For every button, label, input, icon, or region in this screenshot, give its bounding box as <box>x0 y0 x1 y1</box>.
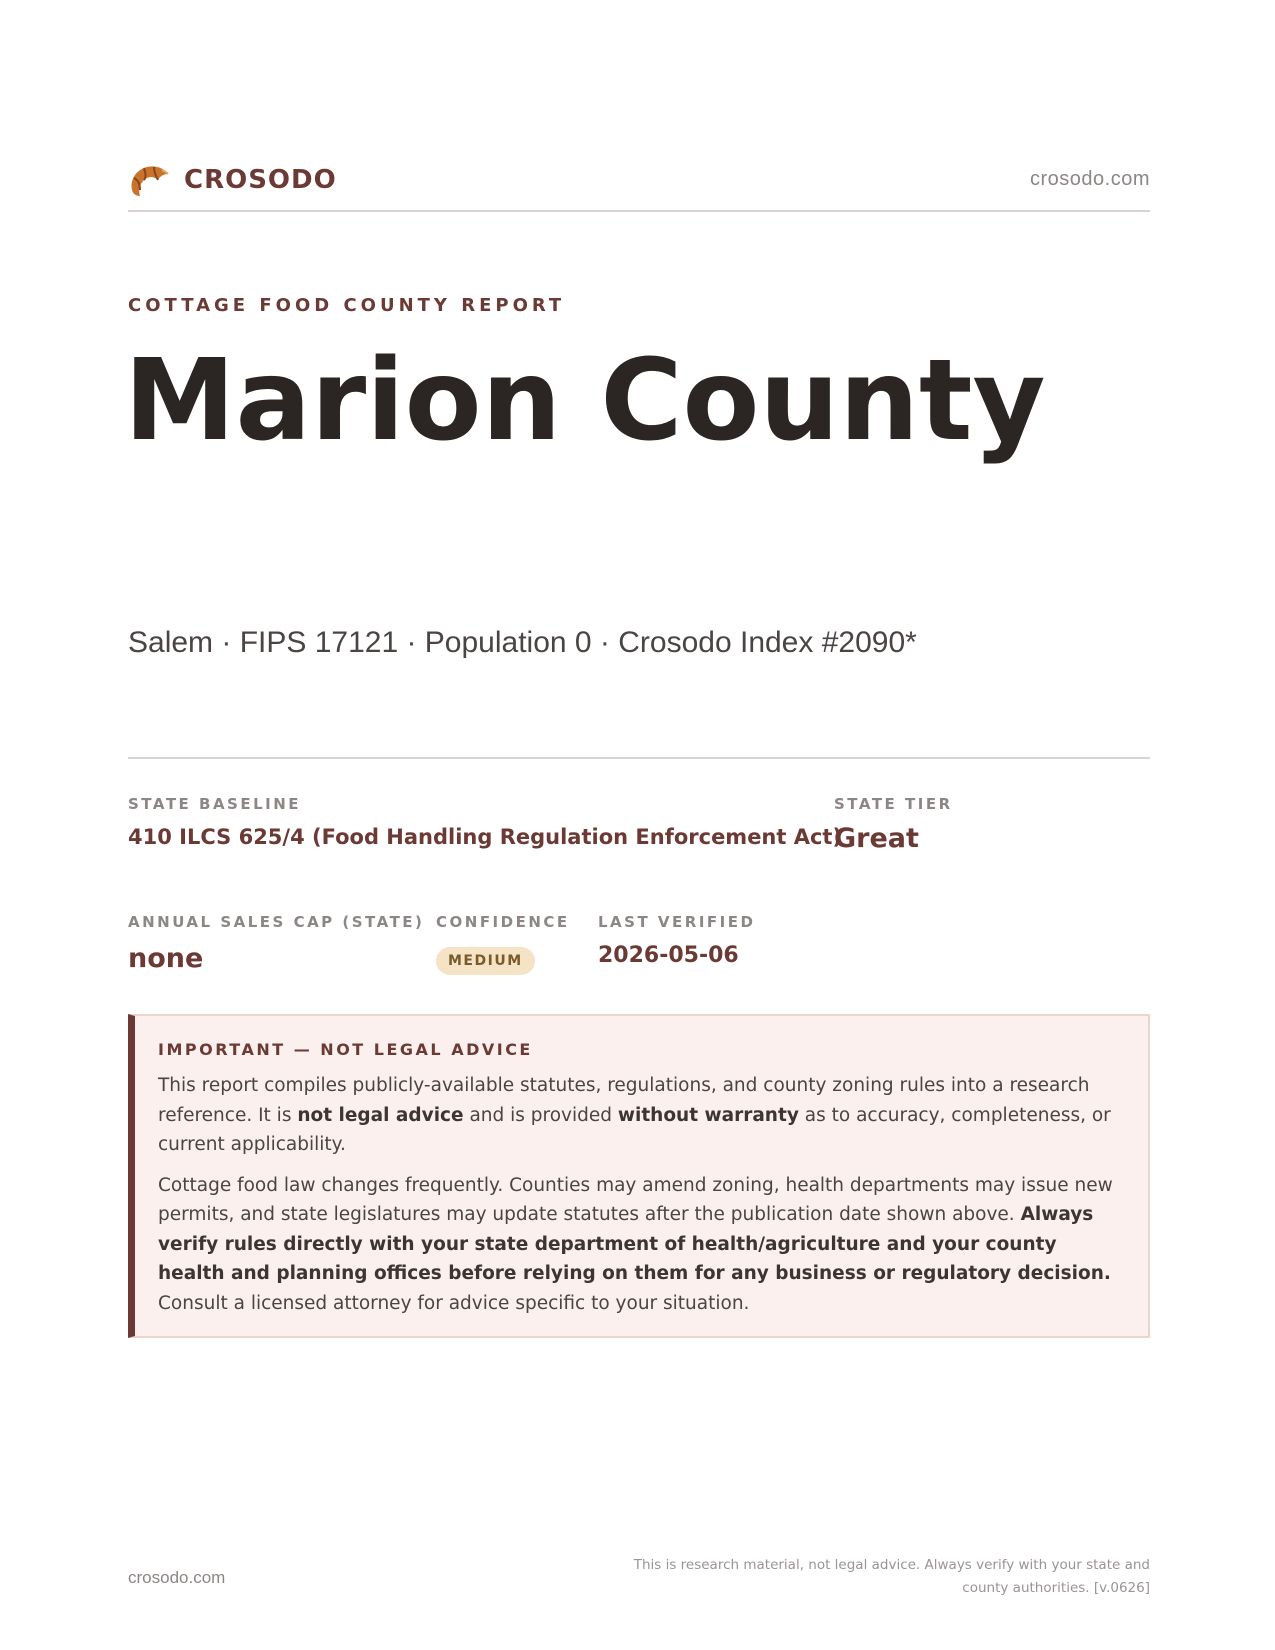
notice-bold-text: not legal advice <box>297 1104 464 1126</box>
header-bar <box>128 160 1150 212</box>
notice-text: This report compiles publicly-available statutes, regulations, and county zoning rules into a research reference. It is <box>158 1075 1090 1126</box>
last-verified-label: LAST VERIFIED <box>598 913 756 931</box>
state-tier-value: Great <box>834 823 919 854</box>
state-baseline-label: STATE BASELINE <box>128 795 302 813</box>
notice-text: Cottage food law changes frequently. Counties may amend zoning, health departments may issue new permits, and state legislatures may update statutes after the publication date shown above. <box>158 1174 1113 1225</box>
state-tier-field <box>834 795 953 854</box>
notice-bold-text: Always verify rules directly with your state department of health/agriculture and your county health and planning offices before relying on them for any business or regulatory decision. <box>158 1204 1111 1284</box>
site-url-link[interactable]: crosodo.com <box>1030 168 1150 190</box>
legal-notice-box <box>128 1014 1150 1338</box>
notice-text: Consult a licensed attorney for advice specific to your situation. <box>158 1292 750 1314</box>
confidence-field <box>436 913 570 975</box>
notice-text: as to accuracy, completeness, or current applicability. <box>158 1104 1111 1155</box>
sales-cap-field <box>128 913 424 974</box>
brand-name: CROSODO <box>184 165 337 195</box>
footer-url[interactable]: crosodo.com <box>128 1568 226 1587</box>
notice-paragraph <box>158 1071 1122 1160</box>
footer-disclaimer: This is research material, not legal advice. Always verify with your state and county authorities. [v.0626] <box>633 1557 1150 1596</box>
notice-text: and is provided <box>463 1104 618 1126</box>
last-verified-value: 2026-05-06 <box>598 943 739 968</box>
notice-bold-text: without warranty <box>617 1104 799 1126</box>
report-subtitle: Salem · FIPS 17121 · Population 0 · Crosodo Index #2090* <box>128 626 917 659</box>
confidence-label: CONFIDENCE <box>436 913 570 931</box>
page-title: Marion County <box>124 336 1046 466</box>
last-verified-field <box>598 913 755 968</box>
state-tier-label: STATE TIER <box>834 795 953 813</box>
notice-paragraph <box>158 1171 1122 1319</box>
sales-cap-label: ANNUAL SALES CAP (STATE) <box>128 913 425 931</box>
croissant-icon <box>128 160 170 200</box>
state-baseline-field <box>128 795 842 849</box>
notice-title: IMPORTANT — NOT LEGAL ADVICE <box>158 1040 533 1059</box>
report-page <box>124 0 1150 1650</box>
brand[interactable] <box>128 160 337 200</box>
confidence-badge: MEDIUM <box>436 947 535 975</box>
divider <box>128 757 1150 759</box>
state-baseline-value: 410 ILCS 625/4 (Food Handling Regulation Enforcement Act) <box>128 825 843 849</box>
sales-cap-value: none <box>128 943 204 974</box>
report-kicker: COTTAGE FOOD COUNTY REPORT <box>128 295 566 316</box>
